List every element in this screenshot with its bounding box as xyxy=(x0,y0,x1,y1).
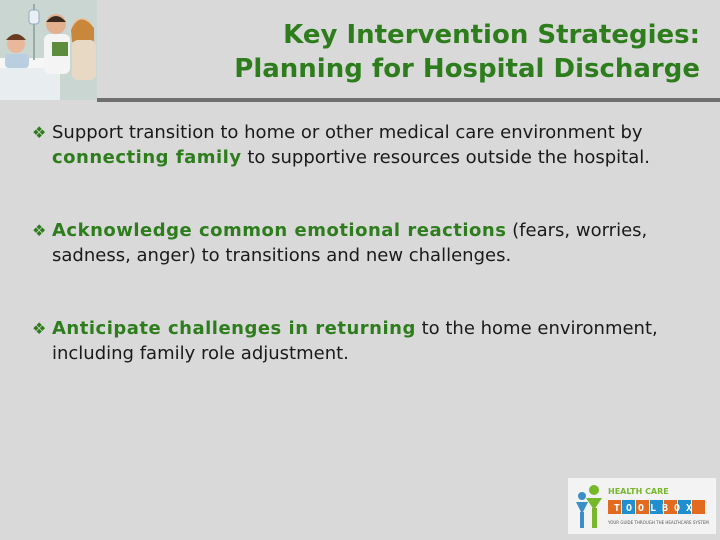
bullet-text: (fears, worries, sadness, anger) to transitions and new challenges. xyxy=(52,220,648,266)
bullet-highlight: Acknowledge common emotional reactions xyxy=(52,220,507,241)
bullet-text: to the home environment, including family role adjustment. xyxy=(52,318,658,364)
bullet-item xyxy=(32,316,692,366)
logo-line-2: TOOLBOX xyxy=(613,503,699,514)
bullet-item xyxy=(32,120,692,170)
bullet-item xyxy=(32,218,692,268)
diamond-bullet-icon: ❖ xyxy=(32,221,47,240)
bullet-text: to supportive resources outside the hospital. xyxy=(241,147,650,168)
logo-line-1: HEALTH CARE xyxy=(608,487,669,496)
title-line-1: Key Intervention Strategies: xyxy=(283,20,700,50)
header-divider xyxy=(97,98,720,102)
diamond-bullet-icon: ❖ xyxy=(32,123,47,142)
logo-tagline: YOUR GUIDE THROUGH THE HEALTHCARE SYSTEM xyxy=(608,520,709,525)
slide-header xyxy=(0,0,720,100)
bullet-list xyxy=(32,120,692,414)
hospital-illustration xyxy=(0,0,97,100)
diamond-bullet-icon: ❖ xyxy=(32,319,47,338)
title-line-2: Planning for Hospital Discharge xyxy=(234,54,700,84)
slide-title xyxy=(140,18,700,86)
bullet-highlight: Anticipate challenges in returning xyxy=(52,318,416,339)
bullet-highlight: connecting family xyxy=(52,147,242,168)
health-care-toolbox-logo xyxy=(568,478,716,534)
bullet-text: Support transition to home or other medical care environment by xyxy=(52,122,643,143)
